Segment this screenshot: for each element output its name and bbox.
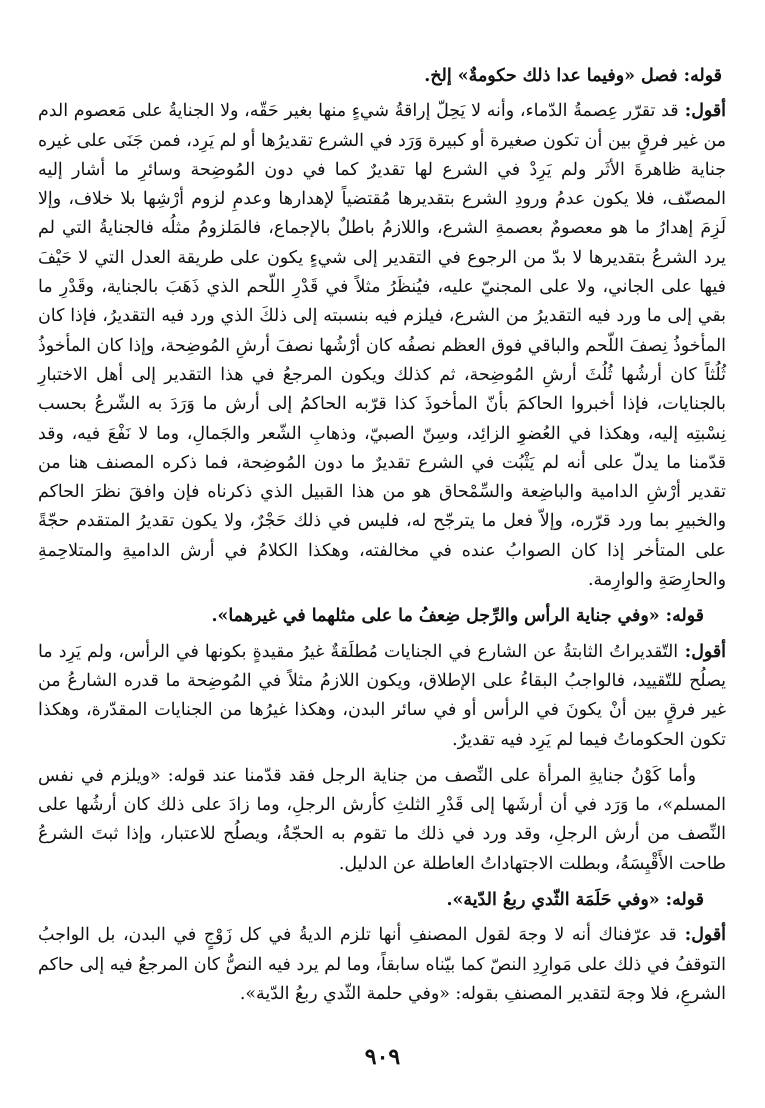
heading-text: فصل «وفيما عدا ذلك حكومةٌ» إلخ. (424, 66, 678, 86)
paragraph-text: وأما كَوْنُ جنايةِ المرأة على النِّصف من جناية الرجل فقد قدّمنا عند قوله: «ويلزم في نفس المسلم»، ما وَرَد في أن أرشَها إلى قَدْرِ الثلثِ كأرش الرجلِ، وما زادَ على ذلك كان أرشُها على النِّصف من أرش الرجلِ، وقد ورد في ذلك ما تقوم به الحجّةُ، ويصلُح للاعتبار، وإذا ثبتَ الشرعُ طاحت الأَقْيِسَةُ، وبطلت الاجتهاداتُ العاطلة عن الدليل. (38, 765, 726, 874)
heading-text: «وفي حَلَمَة الثّدي ربعُ الدّية». (446, 890, 660, 911)
page-body (38, 62, 726, 1016)
paragraph-text: قد تقرّر عِصمةُ الدّماء، وأنه لا يَحِلّ إراقةُ شيءٍ منها بغير حَقّه، ولا الجنايةُ على مَعصوم الدم من غير فرقٍ بين أن تكون صغيرة أو كبيرة وَرَد في الشرع تقديرُها أو لم يَرِد، فمن جَنَى على غيره جناية ظاهرةَ الأثَر ولم يَرِدْ في الشرع لها تقديرٌ كما في دون المُوضِحة وسائرِ ما أشار إليه المصنّف، فلا يكون عدمُ ورودِ الشرع بتقديرها مُقتضياً لإهدارها وعدمِ لزوم أرْشِها بلا خلاف، وإلا لَزِمَ إهدارُ ما هو معصومٌ بعصمةِ الشرع، واللازمُ باطلٌ بالإجماع، فالمَلزومُ مثلُه فالجنايةُ التي لم يرد الشرعُ بتقديرها لا بدّ من الرجوع في التقدير إلى شيءٍ يكون على طريقة العدل التي لا حَيْفَ فيها على الجاني، ولا على المجنيّ عليه، فيُنظَرُ مثلاً في قَدْرِ اللّحم الذي ذَهَبَ بالجناية، وقَدْرِ ما بقي إلى ما ورد فيه التقديرُ من الشرع، فيلزم فيه بنسبته إلى ذلكَ الذي ورد فيه التقديرُ، فإذا كان المأخوذُ نِصفَ اللّحم والباقي فوق العظم نصفُه كان أرْشُها نصفَ أرشِ المُوضِحة، وإذا كان المأخوذُ ثُلُثاً كان أرشُها ثُلُثَ أرشِ المُوضِحة، ثم كذلك ويكون المرجعُ في هذا التقدير إلى أهل الاختبارِ بالجنايات، فإذا أخبروا الحاكمَ بأنّ المأخوذَ كذا قرّبه الحاكمُ إلى أرش ما وَرَدَ به الشّرعُ بحسب نِسْبتِه إليه، وهكذا في العُضوِ الزائِد، وسِنّ الصبيّ، وذهابِ الشّعر والجَمالِ، وما لا نَفْعَ فيه، وقد قدّمنا ما يدلّ على أنه لم يَثْبُت في الشرع تقديرٌ ما دون المُوضِحة، فما ذكره المصنف هنا من تقدير أرْشِ الدامية والباضِعة والسِّمْحاق هو من هذا القبيل الذي ذكرناه فإن وافقَ نظرَ الحاكم والخبيرِ بما ورد قرّره، وإلاّ فعل ما يترجّح له، فليس في ذلك حَجْرٌ، ولا يكون تقديرُ المتقدم حجّةً على المتأخر إذا كان الصوابُ عنده في مخالفته، وهكذا الكلامُ في أرش الداميةِ والمتلاحِمةِ والحارِصَةِ والوارِمة. (38, 101, 726, 591)
paragraph-2 (38, 638, 726, 755)
paragraph-1 (38, 97, 726, 595)
heading-3 (38, 886, 726, 915)
heading-1 (38, 62, 726, 91)
aqulu-label: أقول: (678, 641, 726, 662)
heading-2 (38, 602, 726, 631)
paragraph-text: قد عرّفناك أنه لا وجهَ لقول المصنفِ أنها تلزم الديةُ في كل زَوْجٍ في البدن، بل الواجبُ التوقفُ في ذلك على مَوارِدِ النصّ كما بيّناه سابقاً، وما لم يرد فيه النصُّ كان المرجعُ فيه إلى حاكم الشرعِ، فلا وجهَ لتقدير المصنفِ بقوله: «وفي حلمة الثّدي ربعُ الدّية». (38, 925, 726, 1004)
paragraph-4 (38, 921, 726, 1009)
qawluh-label: قوله: (677, 66, 722, 86)
heading-text: «وفي جناية الرأس والرِّجل ضِعفُ ما على مثلهما في غيرهما». (211, 606, 660, 627)
page-number: ٩٠٩ (364, 1044, 401, 1070)
aqulu-label: أقول: (676, 925, 726, 946)
paragraph-text: التّقديراتُ الثابتةُ عن الشارع في الجنايات مُطلَقةٌ غيرُ مقيدةٍ بكونها في الرأس، ولم يَرِد ما يصلُح للتّقييد، فالواجبُ البقاءُ على الإطلاق، ويكون اللازمُ مثلاً في المُوضِحة ما قدره الشارعُ من غير فرقٍ بين أنْ يكونَ في الرأس أو في سائر البدن، وهكذا غيرُها من الجنايات المقدّرة، وهكذا تكون الحكوماتُ فيما لم يَرِد فيه تقديرٌ. (38, 641, 726, 750)
aqulu-label: أقول: (678, 101, 726, 122)
paragraph-3 (38, 762, 726, 879)
qawluh-label: قوله: (659, 606, 704, 627)
qawluh-label: قوله: (659, 890, 704, 911)
